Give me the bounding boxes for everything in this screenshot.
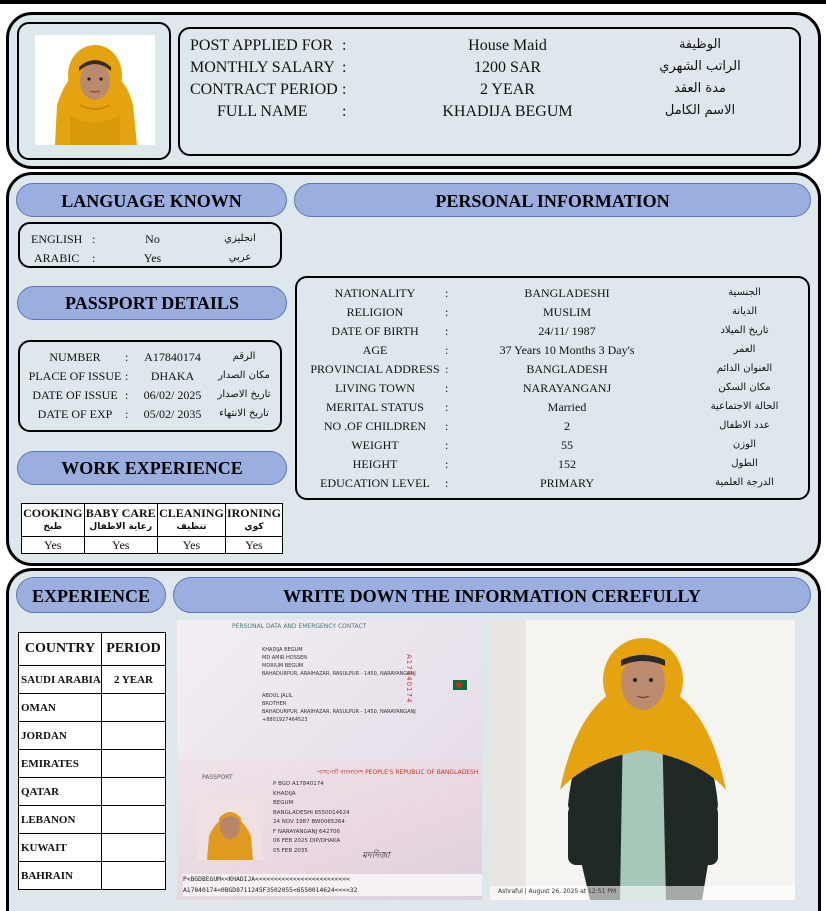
- experience-country: OMAN: [19, 694, 102, 722]
- passport-arabic: مكان الصدار: [218, 370, 270, 381]
- personal-colon: :: [445, 419, 449, 433]
- passport-name-line: MORIUM BEGUM: [262, 663, 304, 669]
- work-column-ar: رعاية الاطفال: [89, 522, 153, 532]
- passport-colon: :: [125, 369, 129, 383]
- header-value: 2 YEAR: [480, 81, 535, 98]
- header-arabic: الراتب الشهري: [659, 59, 741, 74]
- work-column-value: Yes: [22, 537, 85, 554]
- personal-title: PERSONAL INFORMATION: [294, 183, 811, 217]
- work-column-en: COOKING: [23, 506, 83, 520]
- header-value: House Maid: [468, 37, 547, 54]
- passport-mrz-line-2: A17840174<0BGD8711245F3502055<6550014624<<<<32: [183, 887, 358, 894]
- experience-period: [102, 750, 166, 778]
- language-value: No: [145, 232, 160, 246]
- personal-arabic: الدرجة العلمية: [715, 477, 774, 488]
- experience-row: [19, 694, 166, 722]
- experience-title: EXPERIENCE: [16, 577, 166, 613]
- header-colon: :: [342, 37, 347, 54]
- work-column-header: [157, 504, 225, 537]
- personal-value: BANGLADESHI: [524, 286, 610, 300]
- experience-period: [102, 862, 166, 890]
- personal-box: [295, 276, 810, 500]
- language-label: ENGLISH: [31, 232, 83, 246]
- experience-country: JORDAN: [19, 722, 102, 750]
- passport-label: PLACE OF ISSUE: [28, 369, 122, 383]
- personal-value: NARAYANGANJ: [522, 381, 612, 395]
- personal-value: 24/11/ 1987: [538, 324, 596, 338]
- work-column-header: [84, 504, 157, 537]
- passport-arabic: تاريخ الاصدار: [217, 389, 271, 400]
- experience-period: [102, 722, 166, 750]
- experience-country: EMIRATES: [19, 750, 102, 778]
- passport-value: DHAKA: [150, 369, 195, 383]
- personal-arabic: الحالة الاجتماعية: [710, 401, 779, 412]
- header-arabic: مدة العقد: [674, 81, 726, 96]
- personal-colon: :: [445, 343, 449, 357]
- experience-country: SAUDI ARABIA: [19, 666, 102, 694]
- header-arabic: الاسم الكامل: [664, 103, 736, 118]
- passport-name-line: MD AMIR HOSSEN: [262, 655, 307, 661]
- personal-label: LIVING TOWN: [335, 381, 415, 395]
- language-title: LANGUAGE KNOWN: [16, 183, 287, 217]
- personal-colon: :: [445, 286, 449, 300]
- experience-period: 2 YEAR: [102, 666, 166, 694]
- personal-label: NO .OF CHILDREN: [323, 419, 427, 433]
- experience-period: [102, 806, 166, 834]
- work-column-value: Yes: [157, 537, 225, 554]
- personal-colon: :: [445, 457, 449, 471]
- work-title: WORK EXPERIENCE: [17, 451, 287, 485]
- passport-data-label: PASSPORT: [202, 774, 233, 781]
- passport-label: DATE OF ISSUE: [32, 388, 118, 402]
- passport-colon: :: [125, 388, 129, 402]
- passport-bio-line: P BGD A17840174: [273, 781, 324, 787]
- personal-label: HEIGHT: [352, 457, 398, 471]
- personal-label: RELIGION: [346, 305, 404, 319]
- personal-colon: :: [445, 324, 449, 338]
- passport-signature: মদদিজা: [362, 851, 390, 861]
- personal-value: MUSLIM: [542, 305, 591, 319]
- header-value: 1200 SAR: [473, 59, 542, 76]
- experience-row: [19, 722, 166, 750]
- personal-label: NATIONALITY: [334, 286, 416, 300]
- personal-value: PRIMARY: [539, 476, 595, 490]
- language-label: ARABIC: [34, 251, 80, 265]
- experience-country: LEBANON: [19, 806, 102, 834]
- passport-bio-line: BANGLADESHI 6550014624: [273, 809, 350, 816]
- personal-arabic: الديانة: [731, 306, 758, 317]
- passport-photo: [197, 796, 263, 860]
- personal-arabic: مكان السكن: [718, 382, 771, 393]
- passport-value: A17840174: [144, 350, 201, 364]
- passport-bio-line: 06 FEB 2025 DIP/DHAKA: [273, 838, 341, 844]
- personal-label: AGE: [362, 343, 388, 357]
- header-colon: :: [342, 81, 347, 98]
- experience-country-header: COUNTRY: [19, 633, 102, 666]
- personal-arabic: الجنسية: [728, 287, 761, 298]
- passport-serial: A17840174: [405, 654, 413, 704]
- passport-name-line: KHADIJA BEGUM: [262, 647, 303, 653]
- passport-arabic: الرقم: [232, 351, 256, 362]
- personal-label: PROVINCIAL ADDRESS: [310, 362, 440, 376]
- photo-caption: Ashraful | August 26, 2025 at 12:51 PM: [498, 888, 617, 895]
- personal-arabic: الوزن: [732, 439, 757, 450]
- photo-frame: [17, 22, 171, 160]
- passport-bio-line: 05 FEB 2035: [273, 847, 308, 854]
- passport-name-line: BAHADURPUR, ARAIHAZAR, RASULPUR - 1450, NARAYANGANJ: [262, 671, 416, 677]
- experience-row: [19, 666, 166, 694]
- personal-colon: :: [445, 476, 449, 490]
- header-colon: :: [342, 103, 347, 120]
- experience-row: [19, 834, 166, 862]
- passport-title: PASSPORT DETAILS: [17, 286, 287, 320]
- language-colon: :: [92, 251, 96, 265]
- language-arabic: عربي: [228, 252, 252, 263]
- header-label: CONTRACT PERIOD: [190, 81, 338, 98]
- experience-country: QATAR: [19, 778, 102, 806]
- experience-period: [102, 834, 166, 862]
- passport-arabic: تاريخ الانتهاء: [219, 408, 269, 419]
- passport-top-header: PERSONAL DATA AND EMERGENCY CONTACT: [232, 623, 367, 630]
- personal-colon: :: [445, 305, 449, 319]
- personal-label: MERITAL STATUS: [326, 400, 424, 414]
- work-column-ar: طبخ: [43, 522, 63, 532]
- experience-row: [19, 778, 166, 806]
- passport-label: DATE OF EXP: [37, 407, 113, 421]
- passport-bio-line: KHADIJA: [273, 790, 296, 797]
- personal-colon: :: [445, 400, 449, 414]
- personal-label: DATE OF BIRTH: [331, 324, 419, 338]
- header-label: POST APPLIED FOR: [190, 37, 333, 54]
- instruction-title: WRITE DOWN THE INFORMATION CEREFULLY: [173, 577, 811, 613]
- personal-value: 37 Years 10 Months 3 Day's: [499, 343, 635, 357]
- passport-colon: :: [125, 407, 129, 421]
- experience-row: [19, 806, 166, 834]
- header-label: FULL NAME: [217, 103, 308, 120]
- passport-emergency-line: BAHADURPUR, ARAIHAZAR, RASULPUR - 1450, NARAYANGANJ: [262, 709, 416, 715]
- work-column-ar: تنظيف: [176, 522, 207, 532]
- header-value: KHADIJA BEGUM: [442, 103, 573, 120]
- work-column-en: BABY CARE: [85, 506, 156, 520]
- language-box: [18, 222, 282, 268]
- personal-value: 55: [561, 438, 573, 452]
- work-column-en: CLEANING: [159, 506, 224, 520]
- passport-box: [18, 340, 282, 432]
- language-value: Yes: [143, 251, 162, 265]
- language-colon: :: [92, 232, 96, 246]
- experience-period: [102, 778, 166, 806]
- passport-scan-image: [177, 620, 482, 900]
- language-arabic: انجليزي: [224, 233, 256, 244]
- header-label: MONTHLY SALARY: [190, 59, 335, 76]
- work-column-value: Yes: [225, 537, 282, 554]
- header-colon: :: [342, 59, 347, 76]
- personal-value: 152: [558, 457, 576, 471]
- personal-value: 2: [564, 419, 570, 433]
- passport-emergency-line: ABDUL JALIL: [262, 693, 293, 699]
- passport-bio-line: BEGUM: [273, 800, 294, 806]
- passport-emergency-line: +8801927464523: [262, 717, 308, 723]
- experience-row: [19, 750, 166, 778]
- personal-colon: :: [445, 438, 449, 452]
- experience-row: [19, 862, 166, 890]
- experience-country: KUWAIT: [19, 834, 102, 862]
- bangladesh-flag-icon: [453, 680, 467, 690]
- experience-period-header: PERIOD: [102, 633, 166, 666]
- personal-colon: :: [445, 381, 449, 395]
- personal-arabic: الطول: [731, 458, 758, 469]
- passport-country-header: পাসপোর্ট বাংলাদেশ PEOPLE'S REPUBLIC OF BANGLADESH: [317, 769, 479, 776]
- passport-mrz-line-1: P<BGDBEGUM<<KHADIJA<<<<<<<<<<<<<<<<<<<<<<<<<: [183, 876, 350, 883]
- personal-colon: :: [445, 362, 449, 376]
- work-column-ar: كوي: [244, 522, 264, 532]
- personal-arabic: العنوان الدائم: [716, 363, 773, 374]
- passport-emergency-line: BROTHER: [262, 701, 287, 707]
- work-column-en: IRONING: [226, 506, 281, 520]
- work-column-header: [225, 504, 282, 537]
- header-info-box: [178, 27, 801, 156]
- experience-table: [18, 632, 166, 890]
- passport-value: 05/02/ 2035: [143, 407, 202, 421]
- personal-value: BANGLADESH: [526, 362, 608, 376]
- passport-mrz: [183, 874, 482, 896]
- passport-bio-line: 24 NOV 1987 BW0065264: [273, 819, 345, 825]
- work-column-value: Yes: [84, 537, 157, 554]
- passport-value: 06/02/ 2025: [143, 388, 202, 402]
- experience-period: [102, 694, 166, 722]
- full-body-photo: [490, 620, 795, 900]
- work-column-header: [22, 504, 85, 537]
- passport-label: NUMBER: [49, 350, 101, 364]
- personal-label: EDUCATION LEVEL: [320, 476, 430, 490]
- personal-value: Married: [547, 400, 587, 414]
- personal-arabic: تاريخ الميلاد: [720, 325, 769, 336]
- personal-label: WEIGHT: [351, 438, 399, 452]
- passport-bio-line: F NARAYANGANJ 642706: [273, 828, 341, 835]
- personal-arabic: عدد الاطفال: [719, 420, 770, 431]
- experience-country: BAHRAIN: [19, 862, 102, 890]
- header-arabic: الوظيفة: [678, 37, 722, 52]
- work-table: [21, 503, 283, 554]
- personal-arabic: العمر: [733, 344, 756, 355]
- top-rule: [0, 0, 826, 4]
- candidate-portrait: [35, 35, 155, 145]
- passport-colon: :: [125, 350, 129, 364]
